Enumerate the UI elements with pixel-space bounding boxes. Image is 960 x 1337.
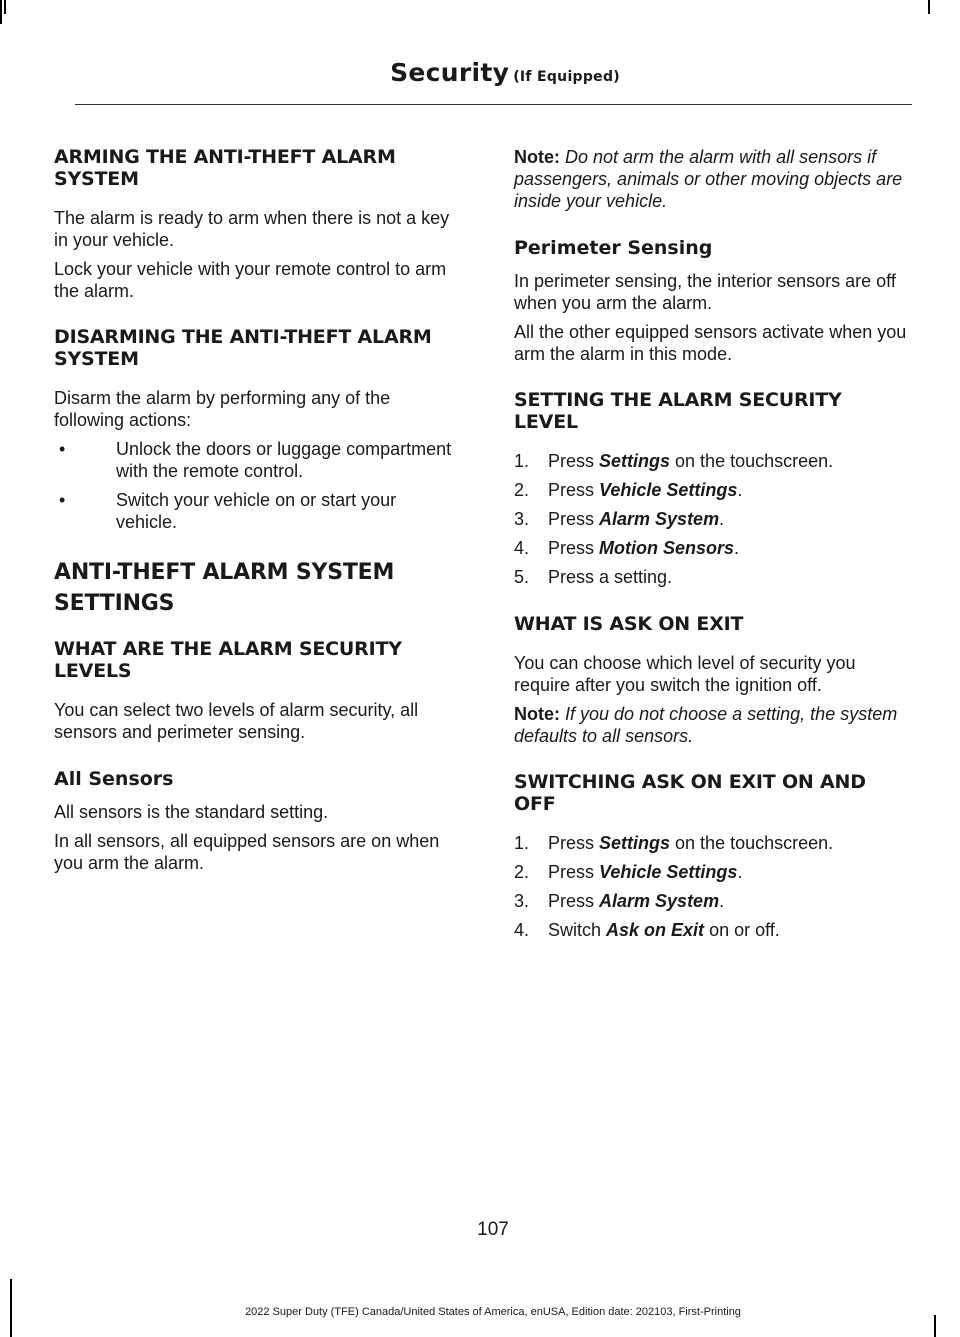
step-number: 1. — [514, 833, 530, 853]
note-text: If you do not choose a setting, the system defaults to all sensors. — [514, 704, 898, 746]
step-number: 4. — [514, 538, 530, 558]
crop-mark — [928, 0, 930, 14]
step-emphasis: Motion Sensors — [599, 538, 735, 558]
crop-mark — [934, 1315, 936, 1337]
all-sensors-heading: All Sensors — [54, 768, 174, 790]
setting-level-heading: SETTING THE ALARM SECURITY LEVEL — [514, 389, 842, 433]
disarming-paragraph: Disarm the alarm by performing any of the following actions: — [54, 388, 391, 430]
step-pre: Press — [548, 891, 600, 911]
step-item — [514, 566, 909, 588]
step-number: 3. — [514, 509, 530, 529]
note-alarm-occupants — [514, 146, 909, 212]
list-item — [54, 438, 454, 482]
step-emphasis: Ask on Exit — [606, 920, 705, 940]
step-item — [514, 479, 909, 501]
step-number: 5. — [514, 567, 530, 587]
step-pre: Switch — [548, 920, 607, 940]
step-post: . — [719, 509, 725, 529]
switching-steps — [514, 832, 909, 941]
step-item — [514, 861, 909, 883]
step-pre: Press — [548, 451, 600, 471]
note-default-setting — [514, 703, 909, 747]
step-number: 3. — [514, 891, 530, 911]
disarm-actions-list — [54, 438, 454, 533]
page-title-main: Security — [390, 58, 510, 87]
step-pre: Press — [548, 480, 600, 500]
switching-heading: SWITCHING ASK ON EXIT ON AND OFF — [514, 771, 866, 815]
page-title — [390, 58, 620, 87]
step-item — [514, 919, 909, 941]
step-number: 1. — [514, 451, 530, 471]
arming-paragraph-1: The alarm is ready to arm when there is not a key in your vehicle. — [54, 208, 450, 250]
step-item — [514, 890, 909, 912]
perimeter-paragraph-2: All the other equipped sensors activate when you arm the alarm in this mode. — [514, 322, 907, 364]
step-post: on the touchscreen. — [670, 833, 834, 853]
step-emphasis: Vehicle Settings — [599, 862, 738, 882]
page-title-subtitle: (If Equipped) — [513, 69, 620, 85]
step-pre: Press — [548, 862, 600, 882]
perimeter-heading: Perimeter Sensing — [514, 237, 713, 259]
step-post: . — [734, 538, 740, 558]
note-text: Do not arm the alarm with all sensors if passengers, animals or other moving objects are inside your vehicle. — [514, 147, 903, 211]
note-label: Note: — [514, 704, 560, 724]
levels-paragraph: You can select two levels of alarm security, all sensors and perimeter sensing. — [54, 700, 419, 742]
step-emphasis: Settings — [599, 451, 671, 471]
step-emphasis: Alarm System — [599, 509, 720, 529]
step-emphasis: Vehicle Settings — [599, 480, 738, 500]
settings-heading-line-2: SETTINGS — [54, 591, 175, 616]
header-divider — [75, 104, 912, 105]
bullet-icon: • — [59, 490, 66, 510]
ask-on-exit-paragraph: You can choose which level of security you require after you switch the ignition off. — [514, 653, 856, 695]
step-pre: Press a setting. — [548, 567, 673, 587]
left-column — [54, 146, 454, 881]
crop-mark — [4, 0, 6, 14]
step-pre: Press — [548, 509, 600, 529]
step-emphasis: Settings — [599, 833, 671, 853]
bullet-icon: • — [59, 439, 66, 459]
all-sensors-paragraph-1: All sensors is the standard setting. — [54, 802, 329, 822]
step-emphasis: Alarm System — [599, 891, 720, 911]
step-number: 2. — [514, 480, 530, 500]
step-post: on the touchscreen. — [670, 451, 834, 471]
step-number: 4. — [514, 920, 530, 940]
arming-heading: ARMING THE ANTI-THEFT ALARM SYSTEM — [54, 146, 396, 190]
step-number: 2. — [514, 862, 530, 882]
step-post: . — [719, 891, 725, 911]
arming-paragraph-2: Lock your vehicle with your remote control to arm the alarm. — [54, 259, 447, 301]
disarming-heading: DISARMING THE ANTI-THEFT ALARM SYSTEM — [54, 326, 432, 370]
levels-heading: WHAT ARE THE ALARM SECURITY LEVELS — [54, 638, 402, 682]
note-label: Note: — [514, 147, 560, 167]
step-post: . — [737, 862, 743, 882]
perimeter-paragraph-1: In perimeter sensing, the interior sensors are off when you arm the alarm. — [514, 271, 896, 313]
settings-section-heading — [54, 557, 454, 619]
step-item — [514, 832, 909, 854]
step-pre: Press — [548, 538, 600, 558]
list-item-text: Unlock the doors or luggage compartment with the remote control. — [116, 439, 452, 481]
list-item — [54, 489, 454, 533]
all-sensors-paragraph-2: In all sensors, all equipped sensors are on when you arm the alarm. — [54, 831, 440, 873]
crop-mark — [0, 0, 2, 24]
step-pre: Press — [548, 833, 600, 853]
step-item — [514, 537, 909, 559]
step-post: on or off. — [704, 920, 780, 940]
step-item — [514, 450, 909, 472]
settings-heading-line-1: ANTI-THEFT ALARM SYSTEM — [54, 560, 395, 585]
setting-level-steps — [514, 450, 909, 588]
page-number: 107 — [477, 1219, 509, 1240]
step-post: . — [737, 480, 743, 500]
footer-edition-info: 2022 Super Duty (TFE) Canada/United States of America, enUSA, Edition date: 202103, First-Printing — [245, 1306, 741, 1318]
list-item-text: Switch your vehicle on or start your vehicle. — [116, 490, 397, 532]
step-item — [514, 508, 909, 530]
ask-on-exit-heading: WHAT IS ASK ON EXIT — [514, 613, 744, 635]
right-column — [514, 146, 909, 966]
